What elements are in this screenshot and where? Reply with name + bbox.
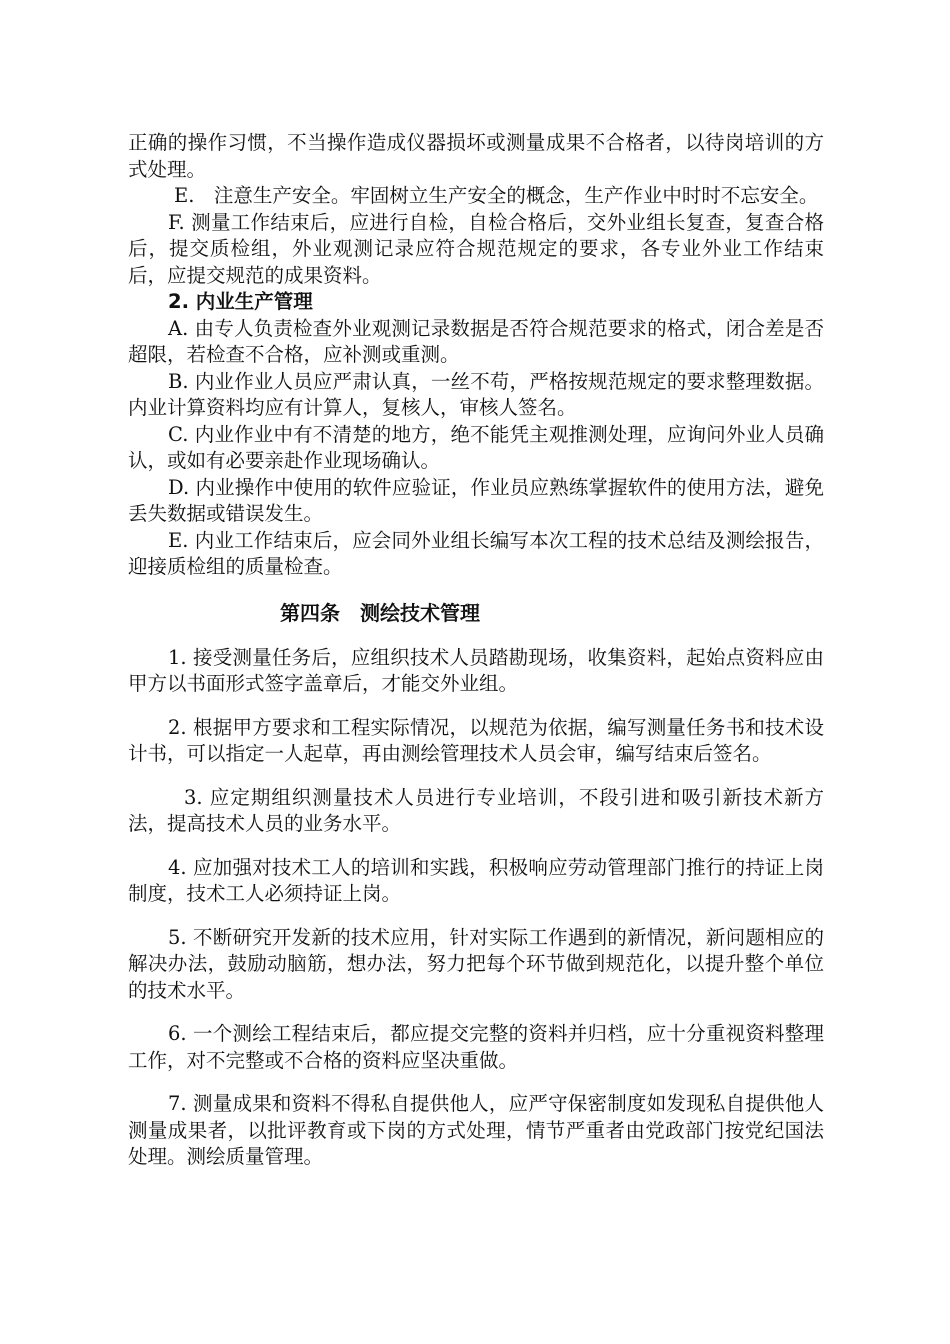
article-item-7: 7. 测量成果和资料不得私自提供他人，应严守保密制度如发现私自提供他人测量成果者，以批评教育或下岗的方式处理，情节严重者由党政部门按党纪国法处理。测绘质量管理。 [128, 1092, 824, 1168]
article-item-6: 6. 一个测绘工程结束后，都应提交完整的资料并归档，应十分重视资料整理工作，对不完整或不合格的资料应坚决重做。 [128, 1022, 824, 1072]
paragraph-continuation: 正确的操作习惯，不当操作造成仪器损坏或测量成果不合格者，以待岗培训的方式处理。 [128, 131, 824, 181]
article-title: 第四条 测绘技术管理 [280, 600, 480, 625]
section-heading-internal-production: 2. 内业生产管理 [168, 290, 313, 313]
article-item-1: 1. 接受测量任务后，应组织技术人员踏勘现场，收集资料，起始点资料应由甲方以书面形式签字盖章后，才能交外业组。 [128, 645, 824, 695]
document-page [128, 130, 824, 1188]
article-item-4: 4. 应加强对技术工人的培训和实践，积极响应劳动管理部门推行的持证上岗制度，技术工人必须持证上岗。 [128, 855, 824, 905]
paragraph-f-self-check: F. 测量工作结束后，应进行自检，自检合格后，交外业组长复查，复查合格后，提交质检组，外业观测记录应符合规范规定的要求，各专业外业工作结束后，应提交规范的成果资料。 [128, 210, 824, 287]
paragraph-section2-a: A. 由专人负责检查外业观测记录数据是否符合规范要求的格式，闭合差是否超限，若检查不合格，应补测或重测。 [128, 316, 824, 366]
paragraph-section2-e: E. 内业工作结束后，应会同外业组长编写本次工程的技术总结及测绘报告，迎接质检组的质量检查。 [128, 528, 824, 578]
paragraph-section2-b: B. 内业作业人员应严肃认真，一丝不苟，严格按规范规定的要求整理数据。内业计算资料均应有计算人，复核人，审核人签名。 [128, 369, 824, 419]
paragraph-section2-d: D. 内业操作中使用的软件应验证，作业员应熟练掌握软件的使用方法，避免丢失数据或错误发生。 [128, 475, 824, 525]
paragraph-section2-c: C. 内业作业中有不清楚的地方，绝不能凭主观推测处理，应询问外业人员确认，或如有必要亲赴作业现场确认。 [128, 422, 824, 472]
article-item-2: 2. 根据甲方要求和工程实际情况，以规范为依据，编写测量任务书和技术设计书，可以指定一人起草，再由测绘管理技术人员会审，编写结束后签名。 [128, 715, 824, 765]
article-item-5: 5. 不断研究开发新的技术应用，针对实际工作遇到的新情况，新问题相应的解决办法，鼓励动脑筋，想办法，努力把每个环节做到规范化，以提升整个单位的技术水平。 [128, 925, 824, 1002]
article-item-3: 3. 应定期组织测量技术人员进行专业培训，不段引进和吸引新技术新方法，提高技术人员的业务水平。 [128, 785, 824, 835]
paragraph-e-safety: E. 注意生产安全。牢固树立生产安全的概念，生产作业中时时不忘安全。 [174, 184, 819, 207]
